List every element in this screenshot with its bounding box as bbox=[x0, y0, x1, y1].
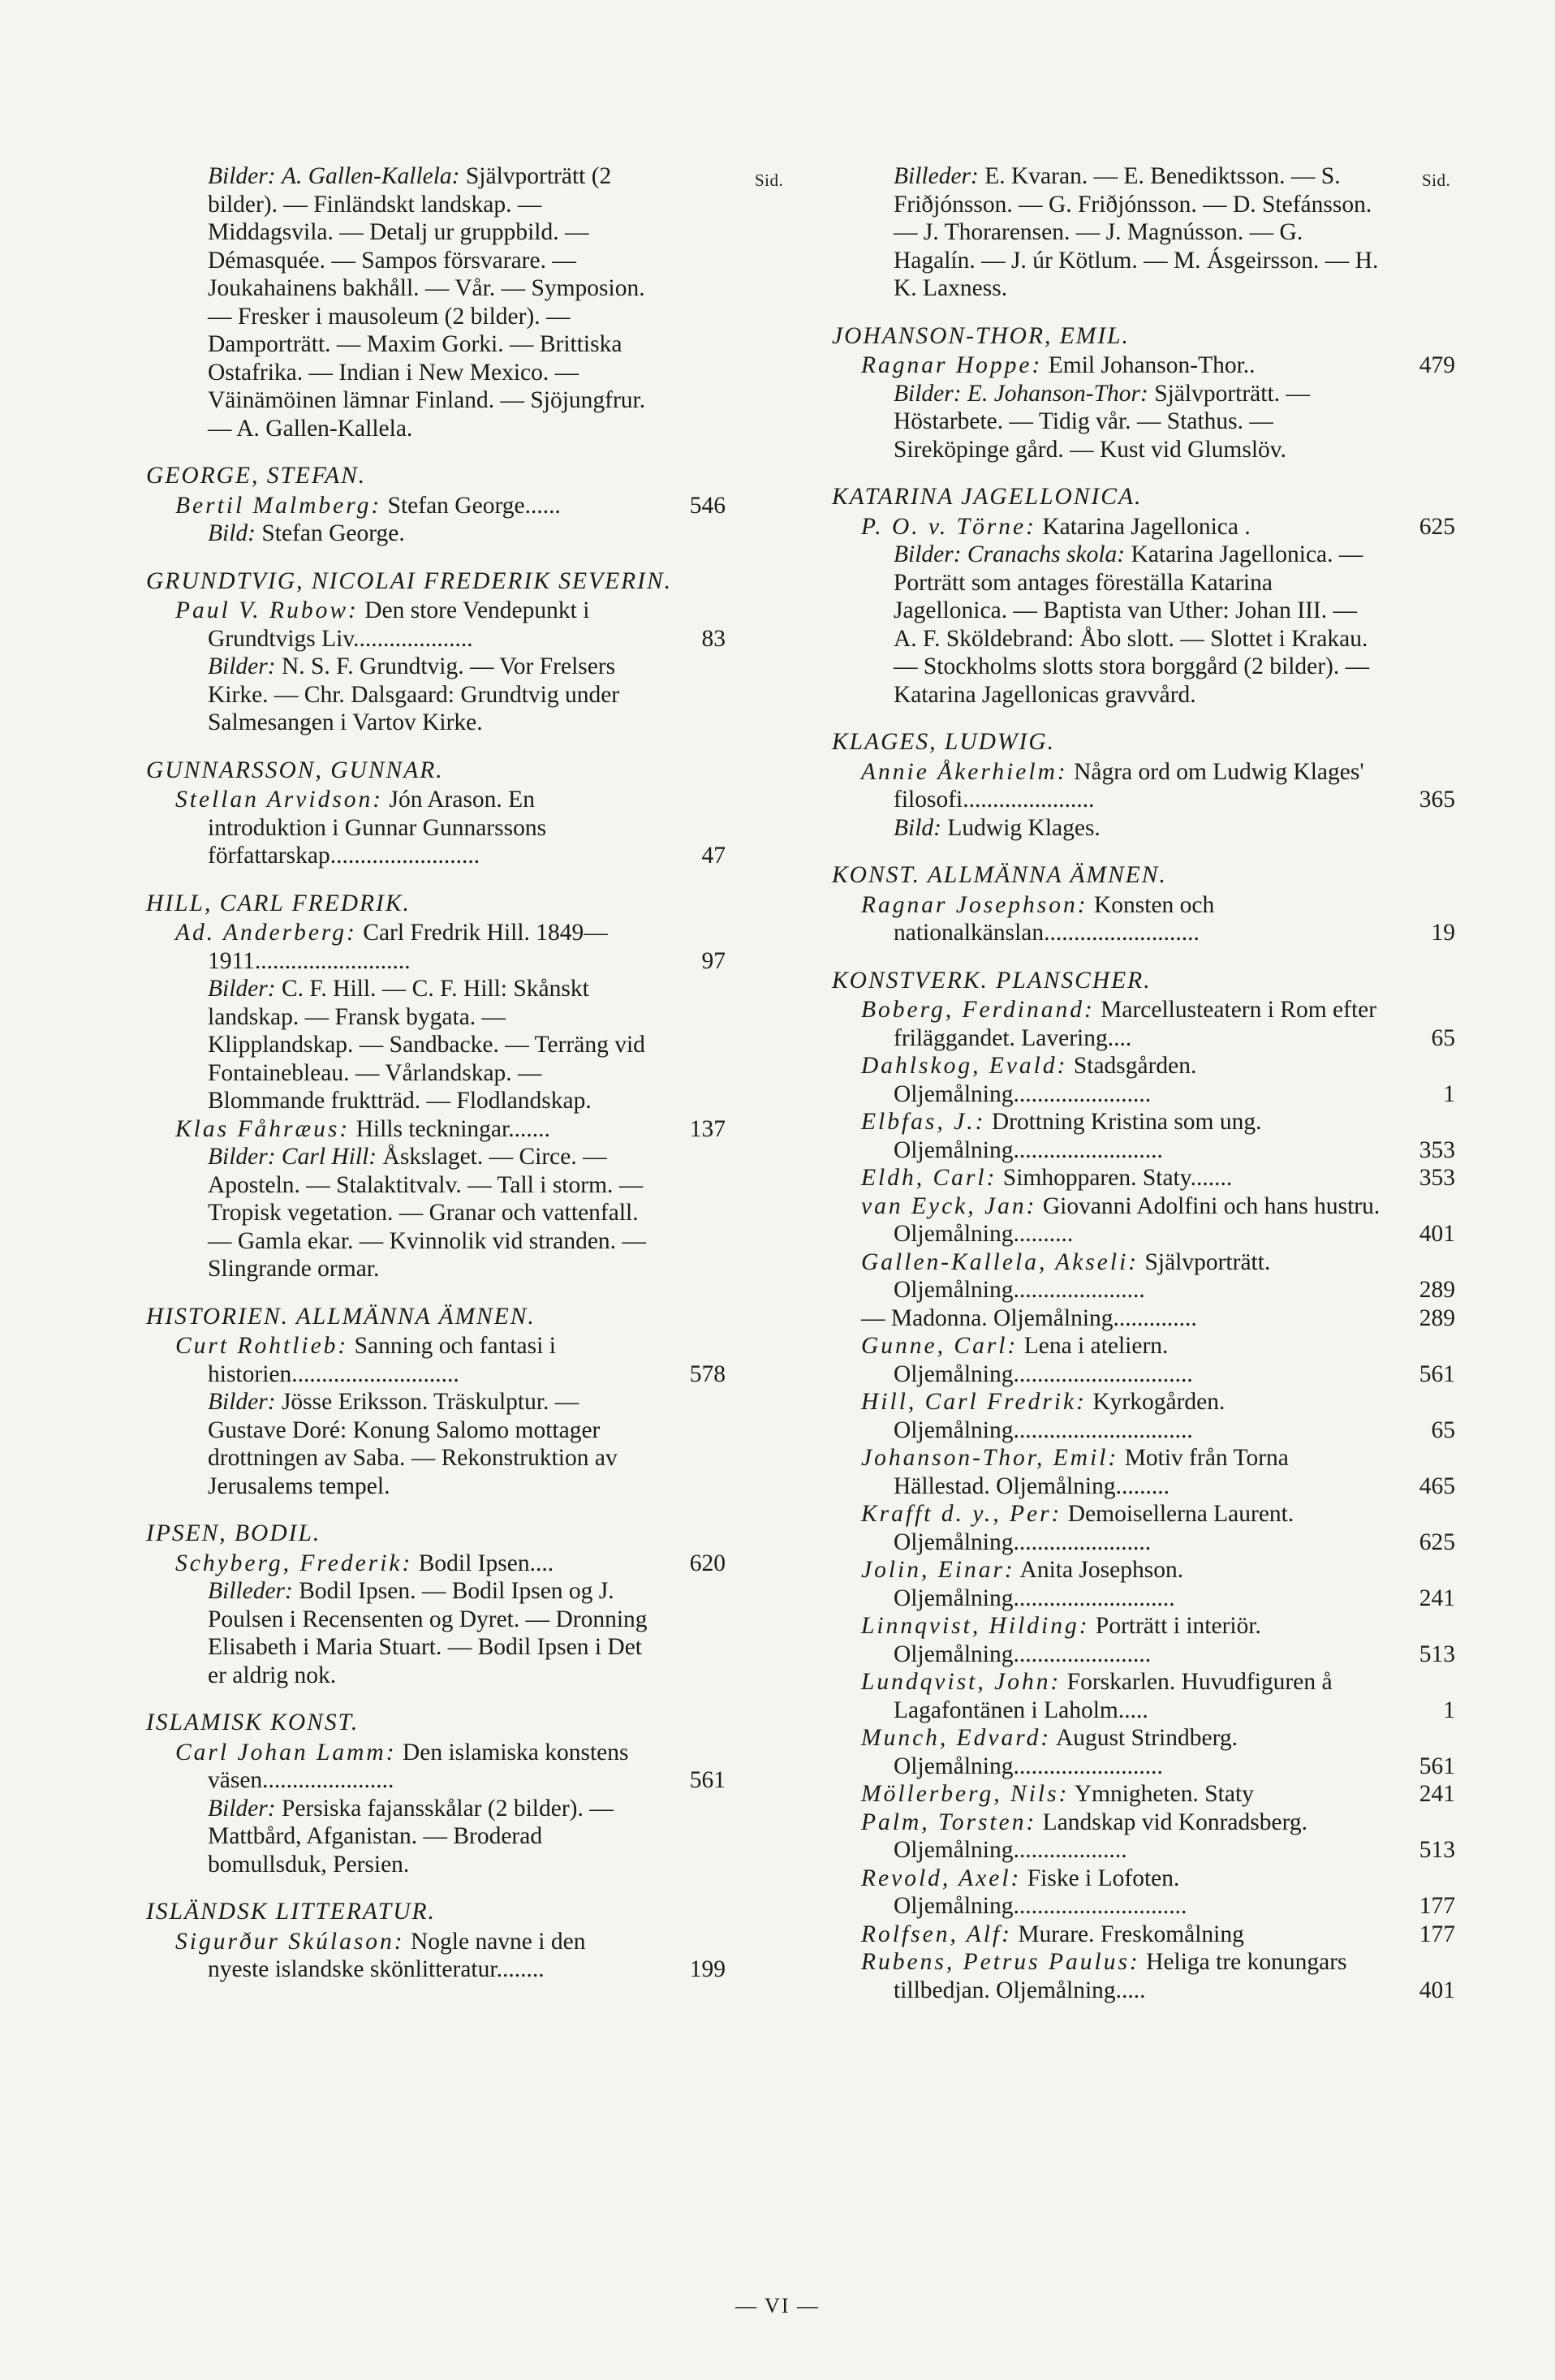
konstverk-entry: Krafft d. y., Per: Demoisellerna Laurent. Oljemålning....................... 625 bbox=[861, 1501, 1455, 1555]
bild-george: Bild: Stefan George. bbox=[208, 520, 405, 546]
konstverk-entry: Rolfsen, Alf: Murare. Freskomålning 177 bbox=[861, 1921, 1455, 1947]
page-number: 561 bbox=[1419, 1360, 1455, 1387]
page-number: 365 bbox=[1419, 787, 1455, 813]
bild-hill: Bilder: C. F. Hill. — C. F. Hill: Skånskt landskap. — Fransk bygata. — Klipplandskap. — Sandbacke. — Terräng vid Fontainebleau. — Vårlandskap. — Blommande fruktträd. — Flodlandskap. bbox=[208, 976, 645, 1114]
heading-johanson: JOHANSON-THOR, EMIL. bbox=[832, 322, 1130, 349]
bild-kvaran: Billeder: E. Kvaran. — E. Benediktsson. — S. Friðjónsson. — G. Friðjónsson. — D. Stefánsson. — J. Thorarensen. — J. Magnússon. — G. Hagalín. — J. úr Kötlum. — M. Ásgeirsson. — H. K. Laxness. bbox=[894, 163, 1379, 301]
page-number: 353 bbox=[1419, 1165, 1455, 1191]
bild-islamisk: Bilder: Persiska fajansskålar (2 bilder). — Mattbård, Afganistan. — Broderad bomullsduk, Persien. bbox=[208, 1795, 614, 1878]
bild-ipsen: Billeder: Bodil Ipsen. — Bodil Ipsen og J. Poulsen i Recensenten og Dyret. — Dronning Elisabeth i Maria Stuart. — Bodil Ipsen i Det er aldrig nok. bbox=[208, 1578, 648, 1688]
heading-islamisk: ISLAMISK KONST. bbox=[146, 1710, 360, 1735]
heading-konstverk: KONSTVERK. PLANSCHER. bbox=[832, 967, 1152, 994]
konstverk-entry: Jolin, Einar: Anita Josephson. Oljemålning........................... 241 bbox=[861, 1557, 1455, 1611]
heading-historien: HISTORIEN. ALLMÄNNA ÄMNEN. bbox=[146, 1303, 536, 1330]
entry-george: Bertil Malmberg: Stefan George...... 546 bbox=[175, 492, 726, 519]
page-number: 561 bbox=[689, 1767, 726, 1793]
page-number: 546 bbox=[689, 492, 726, 519]
heading-ipsen: IPSEN, BODIL. bbox=[146, 1520, 321, 1546]
page-number: 289 bbox=[1419, 1277, 1455, 1303]
konstverk-entry: Hill, Carl Fredrik: Kyrkogården. Oljemålning.............................. 65 bbox=[861, 1389, 1455, 1443]
konstverk-entry: Gunne, Carl: Lena i ateliern. Oljemålning.............................. 561 bbox=[861, 1333, 1455, 1387]
page-number: 97 bbox=[701, 947, 726, 974]
konstverk-entry: van Eyck, Jan: Giovanni Adolfini och hans hustru. Oljemålning.......... 401 bbox=[861, 1192, 1455, 1247]
page-number: 465 bbox=[1419, 1472, 1455, 1499]
page-number: 241 bbox=[1419, 1781, 1455, 1807]
konstverk-entry: Linnqvist, Hilding: Porträtt i interiör. Oljemålning....................... 513 bbox=[861, 1613, 1455, 1667]
page-number: 401 bbox=[1419, 1977, 1455, 2003]
heading-hill: HILL, CARL FREDRIK. bbox=[146, 890, 411, 916]
konstverk-entry: Eldh, Carl: Simhopparen. Staty....... 353 bbox=[861, 1165, 1455, 1191]
konstverk-entry: — Madonna. Oljemålning.............. 289 bbox=[861, 1304, 1455, 1331]
entry-konst: Ragnar Josephson: Konsten och nationalkänslan.......................... 19 bbox=[861, 891, 1455, 946]
bild-grundtvig: Bilder: N. S. F. Grundtvig. — Vor Frelsers Kirke. — Chr. Dalsgaard: Grundtvig under Salmesangen i Vartov Kirke. bbox=[208, 653, 620, 735]
heading-islandsk: ISLÄNDSK LITTERATUR. bbox=[146, 1899, 436, 1925]
konstverk-entry: Lundqvist, John: Forskarlen. Huvudfiguren å Lagafontänen i Laholm..... 1 bbox=[861, 1669, 1455, 1723]
page-number: 479 bbox=[1419, 352, 1455, 378]
right-column bbox=[825, 162, 1455, 2004]
page-number: 137 bbox=[689, 1115, 726, 1142]
page-number: 177 bbox=[1419, 1893, 1455, 1919]
page-number: 513 bbox=[1419, 1837, 1455, 1863]
page-number: 1 bbox=[1443, 1080, 1455, 1107]
konstverk-list bbox=[825, 996, 1455, 2004]
page-number: 289 bbox=[1419, 1304, 1455, 1331]
heading-katarina: KATARINA JAGELLONICA. bbox=[832, 484, 1143, 510]
entry-klages: Annie Åkerhielm: Några ord om Ludwig Klages' filosofi...................... 365 bbox=[861, 758, 1455, 813]
heading-klages: KLAGES, LUDWIG. bbox=[832, 729, 1056, 755]
page-number: 353 bbox=[1419, 1136, 1455, 1163]
konstverk-entry: Johanson-Thor, Emil: Motiv från Torna Hällestad. Oljemålning......... 465 bbox=[861, 1445, 1455, 1499]
konstverk-entry: Gallen-Kallela, Akseli: Självporträtt. Oljemålning...................... 289 bbox=[861, 1248, 1455, 1303]
entry-gunnarsson: Stellan Arvidson: Jón Arason. En introduktion i Gunnar Gunnarssons författarskap......................... 47 bbox=[175, 787, 726, 869]
konstverk-entry: Palm, Torsten: Landskap vid Konradsberg. Oljemålning................... 513 bbox=[861, 1809, 1455, 1863]
konstverk-entry: Dahlskog, Evald: Stadsgården. Oljemålning....................... 1 bbox=[861, 1053, 1455, 1107]
heading-konst: KONST. ALLMÄNNA ÄMNEN. bbox=[832, 862, 1167, 888]
konstverk-entry: Möllerberg, Nils: Ymnigheten. Staty 241 bbox=[861, 1781, 1455, 1807]
bild-katarina: Bilder: Cranachs skola: Katarina Jagellonica. — Porträtt som antages föreställa Katarina Jagellonica. — Baptista van Uther: Johan III. — A. F. Sköldebrand: Åbo slott. — Slottet i Krakau. — Stockholms slotts stora borggård (2 bilder). — Katarina Jagellonicas gravvård. bbox=[894, 541, 1370, 708]
gallen-bilder: Bilder: A. Gallen-Kallela: Självporträtt (2 bilder). — Finländskt landskap. — Middagsvila. — Detalj ur gruppbild. — Démasquée. — Sampos försvarare. — Joukahainens bakhåll. — Vår. — Symposion. — Fresker i mausoleum (2 bilder). — Damporträtt. — Maxim Gorki. — Brittiska Ostafrika. — Indian i New Mexico. — Väinämöinen lämnar Finland. — Sjöjungfrur. — A. Gallen-Kallela. bbox=[208, 163, 646, 442]
entry-hill-2: Klas Fåhræus: Hills teckningar....... 137 bbox=[175, 1115, 726, 1142]
page-number: 65 bbox=[1431, 1024, 1455, 1051]
entry-johanson: Ragnar Hoppe: Emil Johanson-Thor.. 479 bbox=[861, 352, 1455, 378]
konstverk-entry: Boberg, Ferdinand: Marcellusteatern i Rom efter friläggandet. Lavering.... 65 bbox=[861, 997, 1455, 1051]
page-number: 47 bbox=[701, 843, 726, 869]
bild-historien: Bilder: Jösse Eriksson. Träskulptur. — Gustave Doré: Konung Salomo mottager drottningen av Saba. — Rekonstruktion av Jerusalems tempel. bbox=[208, 1389, 618, 1499]
entry-historien: Curt Rohtlieb: Sanning och fantasi i historien............................ 578 bbox=[175, 1333, 726, 1387]
bild-hill-2: Bilder: Carl Hill: Åskslaget. — Circe. — Aposteln. — Stalaktitvalv. — Tall i storm. — Tropisk vegetation. — Granar och vattenfall. — Gamla ekar. — Kvinnolik vid stranden. — Slingrande ormar. bbox=[208, 1144, 646, 1282]
page-number: 1 bbox=[1443, 1697, 1455, 1723]
page-number: 513 bbox=[1419, 1641, 1455, 1667]
entry-grundtvig: Paul V. Rubow: Den store Vendepunkt i Grundtvigs Liv.................... 83 bbox=[175, 597, 726, 652]
page-number: 83 bbox=[701, 625, 726, 652]
page-number: 620 bbox=[689, 1550, 726, 1576]
sid-label-left: Sid. bbox=[755, 170, 784, 190]
page-number: 19 bbox=[1431, 920, 1455, 946]
left-column bbox=[140, 162, 726, 1984]
page-number: 241 bbox=[1419, 1585, 1455, 1611]
page-number: 625 bbox=[1419, 513, 1455, 540]
heading-gunnarsson: GUNNARSSON, GUNNAR. bbox=[146, 757, 444, 783]
heading-grundtvig: GRUNDTVIG, NICOLAI FREDERIK SEVERIN. bbox=[146, 567, 672, 594]
page-number: 561 bbox=[1419, 1753, 1455, 1779]
entry-islandsk: Sigurður Skúlason: Nogle navne i den nyeste islandske skönlitteratur........ 199 bbox=[175, 1928, 726, 1982]
page-number: 401 bbox=[1419, 1221, 1455, 1247]
heading-george: GEORGE, STEFAN. bbox=[146, 463, 367, 489]
page-number: 578 bbox=[689, 1360, 726, 1387]
page-number: 177 bbox=[1419, 1921, 1455, 1947]
page-footer: — VI — bbox=[735, 2294, 820, 2317]
page-number: 199 bbox=[689, 1956, 726, 1982]
sid-label-right: Sid. bbox=[1422, 170, 1451, 190]
bild-klages: Bild: Ludwig Klages. bbox=[894, 814, 1101, 841]
konstverk-entry: Munch, Edvard: August Strindberg. Oljemålning......................... 561 bbox=[861, 1725, 1455, 1779]
entry-hill: Ad. Anderberg: Carl Fredrik Hill. 1849—1911.......................... 97 bbox=[175, 920, 726, 974]
entry-islamisk: Carl Johan Lamm: Den islamiska konstens väsen...................... 561 bbox=[175, 1739, 726, 1793]
konstverk-entry: Revold, Axel: Fiske i Lofoten. Oljemålning............................. 177 bbox=[861, 1865, 1455, 1919]
konstverk-entry: Elbfas, J.: Drottning Kristina som ung. Oljemålning......................... 353 bbox=[861, 1109, 1455, 1163]
bild-johanson: Bilder: E. Johanson-Thor: Självporträtt. — Höstarbete. — Tidig vår. — Stathus. — Sireköpinge gård. — Kust vid Glumslöv. bbox=[894, 380, 1310, 463]
page-number: 65 bbox=[1431, 1416, 1455, 1443]
entry-katarina: P. O. v. Törne: Katarina Jagellonica . 625 bbox=[861, 513, 1455, 540]
page-number: 625 bbox=[1419, 1528, 1455, 1555]
entry-ipsen: Schyberg, Frederik: Bodil Ipsen.... 620 bbox=[175, 1550, 726, 1576]
konstverk-entry: Rubens, Petrus Paulus: Heliga tre konungars tillbedjan. Oljemålning..... 401 bbox=[861, 1949, 1455, 2003]
